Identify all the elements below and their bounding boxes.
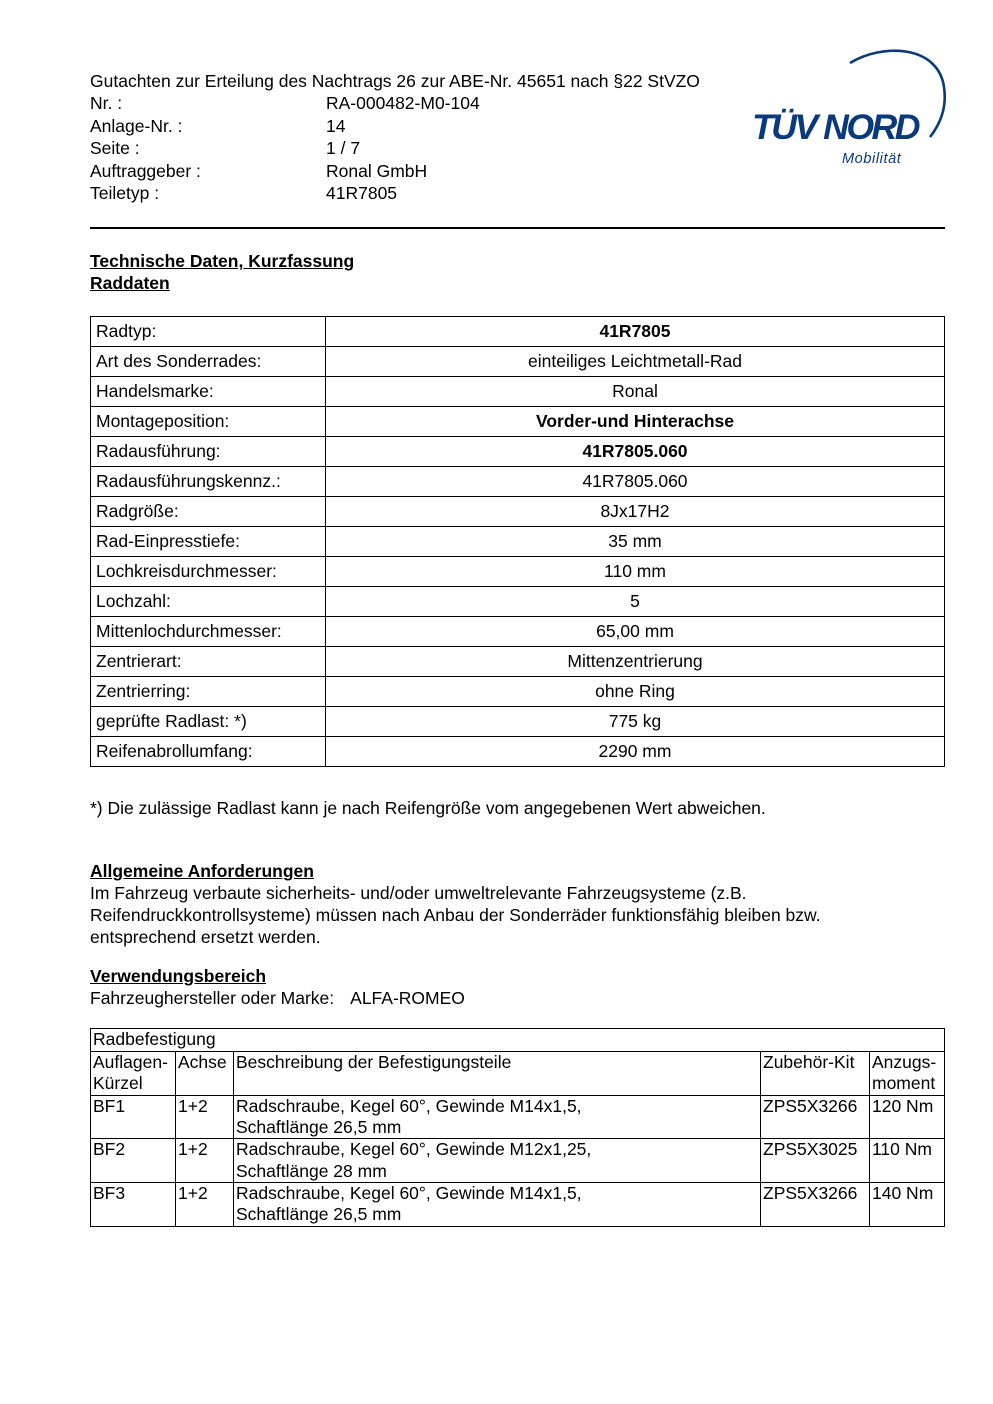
table-row [91, 317, 945, 347]
cell-kit: ZPS5X3266 [761, 1183, 870, 1227]
cell-code: BF1 [91, 1095, 176, 1139]
cell-torque: 140 Nm [870, 1183, 945, 1227]
table-row [91, 467, 945, 497]
cell-code: BF2 [91, 1139, 176, 1183]
table-header-row [91, 1052, 945, 1096]
cell-torque: 120 Nm [870, 1095, 945, 1139]
section-heading: Verwendungsbereich [90, 966, 267, 986]
section-heading: Allgemeine Anforderungen [90, 861, 314, 881]
header-row [90, 161, 480, 184]
header-value: 41R7805 [326, 183, 398, 203]
report-title: Gutachten zur Erteilung des Nachtrags 26 zur ABE-Nr. 45651 nach §22 StVZO [90, 71, 700, 91]
table-row [91, 737, 945, 767]
row-value: 775 kg [326, 707, 945, 737]
table-row [91, 617, 945, 647]
row-label: Rad-Einpresstiefe: [91, 527, 326, 557]
row-label: Radausführungskennz.: [91, 467, 326, 497]
cell-torque: 110 Nm [870, 1139, 945, 1183]
table-row [91, 527, 945, 557]
row-label: Radgröße: [91, 497, 326, 527]
row-label: Zentrierart: [91, 647, 326, 677]
row-value: 110 mm [326, 557, 945, 587]
column-header: Beschreibung der Befestigungsteile [234, 1052, 761, 1096]
column-header: Zubehör-Kit [761, 1052, 870, 1096]
row-value: Vorder-und Hinterachse [326, 407, 945, 437]
logo-sub: Mobilität [842, 151, 902, 167]
row-label: Handelsmarke: [91, 377, 326, 407]
table-row [91, 557, 945, 587]
header-value: 14 [326, 115, 346, 136]
table-caption-row [91, 1029, 945, 1052]
header-divider [90, 227, 945, 229]
table-row [91, 1095, 945, 1139]
cell-description: Radschraube, Kegel 60°, Gewinde M14x1,5, Schaftlänge 26,5 mm [234, 1095, 761, 1139]
section-heading: Technische Daten, Kurzfassung [90, 251, 355, 271]
footnote: *) Die zulässige Radlast kann je nach Reifengröße vom angegebenen Wert abweichen. [90, 798, 766, 818]
row-value: 8Jx17H2 [326, 497, 945, 527]
header-row [90, 183, 480, 206]
row-label: Lochzahl: [91, 587, 326, 617]
section-scope [90, 966, 465, 1010]
header-value: RA-000482-M0-104 [326, 93, 480, 113]
header-label: Auftraggeber : [90, 160, 201, 181]
cell-kit: ZPS5X3266 [761, 1095, 870, 1139]
wheel-data-table [90, 316, 945, 767]
cell-kit: ZPS5X3025 [761, 1139, 870, 1183]
wheel-fixing-table [90, 1028, 945, 1227]
header-row [90, 116, 480, 139]
row-value: 65,00 mm [326, 617, 945, 647]
section-general-requirements [90, 861, 945, 949]
cell-description: Radschraube, Kegel 60°, Gewinde M14x1,5, Schaftlänge 26,5 mm [234, 1183, 761, 1227]
table-row [91, 347, 945, 377]
row-value: 41R7805.060 [326, 437, 945, 467]
row-label: Mittenlochdurchmesser: [91, 617, 326, 647]
cell-description: Radschraube, Kegel 60°, Gewinde M12x1,25, Schaftlänge 28 mm [234, 1139, 761, 1183]
table-row [91, 647, 945, 677]
section-technical [90, 251, 354, 295]
manufacturer-line [90, 988, 465, 1010]
table-row [91, 587, 945, 617]
paragraph-line: Reifendruckkontrollsysteme) müssen nach Anbau der Sonderräder funktionsfähig bleiben bzw. [90, 904, 821, 925]
table-row [91, 437, 945, 467]
row-label: Radtyp: [91, 317, 326, 347]
header-value: Ronal GmbH [326, 160, 428, 181]
row-value: 35 mm [326, 527, 945, 557]
tuv-nord-logo [748, 45, 953, 175]
header-label: Seite : [90, 138, 140, 158]
table-row [91, 377, 945, 407]
row-label: geprüfte Radlast: *) [91, 707, 326, 737]
table-row [91, 707, 945, 737]
manufacturer-value: ALFA-ROMEO [350, 987, 465, 1008]
paragraph-line: Im Fahrzeug verbaute sicherheits- und/oder umweltrelevante Fahrzeugsysteme (z.B. [90, 882, 747, 903]
row-value: Ronal [326, 377, 945, 407]
header-row [90, 138, 480, 161]
cell-axle: 1+2 [176, 1183, 234, 1227]
row-value: Mittenzentrierung [326, 647, 945, 677]
row-value: einteiliges Leichtmetall-Rad [326, 347, 945, 377]
column-header: Anzugs- moment [870, 1052, 945, 1096]
row-value: 41R7805.060 [326, 467, 945, 497]
table-caption: Radbefestigung [91, 1029, 945, 1052]
table-row [91, 497, 945, 527]
section-subheading: Raddaten [90, 273, 170, 293]
row-label: Reifenabrollumfang: [91, 737, 326, 767]
row-value: ohne Ring [326, 677, 945, 707]
cell-axle: 1+2 [176, 1095, 234, 1139]
manufacturer-label: Fahrzeughersteller oder Marke: [90, 987, 335, 1008]
cell-code: BF3 [91, 1183, 176, 1227]
header-value: 1 / 7 [326, 138, 361, 158]
row-value: 2290 mm [326, 737, 945, 767]
header-label: Nr. : [90, 93, 123, 113]
header-info [90, 93, 480, 206]
table-row [91, 1139, 945, 1183]
header-label: Anlage-Nr. : [90, 115, 183, 136]
row-label: Zentrierring: [91, 677, 326, 707]
cell-axle: 1+2 [176, 1139, 234, 1183]
paragraph-line: entsprechend ersetzt werden. [90, 926, 321, 947]
row-label: Radausführung: [91, 437, 326, 467]
row-value: 5 [326, 587, 945, 617]
header-row [90, 93, 480, 116]
table-row [91, 1183, 945, 1227]
table-row [91, 407, 945, 437]
logo-brand: TÜV NORD [752, 108, 921, 147]
row-value: 41R7805 [326, 317, 945, 347]
header-label: Teiletyp : [90, 183, 160, 203]
table-row [91, 677, 945, 707]
column-header: Achse [176, 1052, 234, 1096]
column-header: Auflagen- Kürzel [91, 1052, 176, 1096]
row-label: Montageposition: [91, 407, 326, 437]
row-label: Art des Sonderrades: [91, 347, 326, 377]
row-label: Lochkreisdurchmesser: [91, 557, 326, 587]
